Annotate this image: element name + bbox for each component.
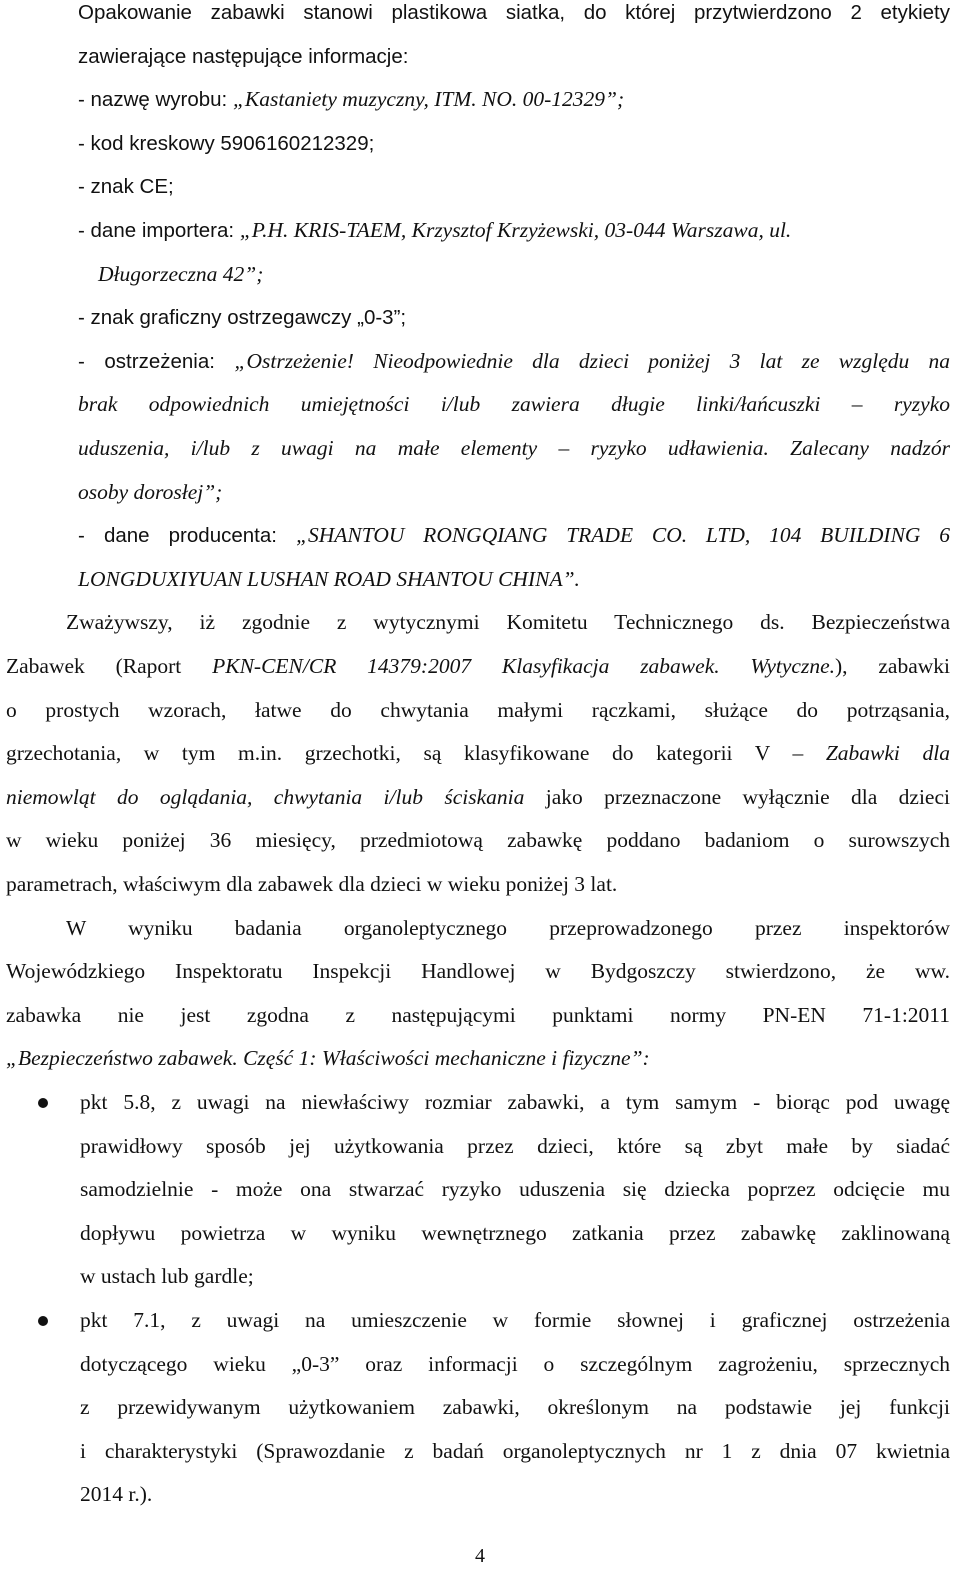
- text-line: [78, 514, 950, 557]
- text-segment: Zabawek (Raport: [6, 654, 213, 678]
- italic-text: LONGDUXIYUAN LUSHAN ROAD SHANTOU CHINA”.: [78, 566, 580, 591]
- text-segment: - ostrzeżenia:: [78, 349, 235, 373]
- italic-text: Zabawki dla: [825, 741, 950, 766]
- text-line: [6, 776, 950, 819]
- text-line: [78, 296, 960, 339]
- text-line: [6, 732, 950, 775]
- text-line: [80, 1125, 950, 1168]
- text-line: [80, 1168, 950, 1211]
- text-line: [80, 1343, 950, 1386]
- text-segment: - dane importera:: [78, 219, 240, 242]
- text-segment: Opakowanie zabawki stanowi plastikowa siatka, do której przytwierdzono 2 etykiety: [78, 1, 950, 24]
- italic-text: brak odpowiednich umiejętności i/lub zawiera długie linki/łańcuszki – ryzyko: [78, 392, 950, 417]
- text-segment: zawierające następujące informacje:: [78, 44, 409, 68]
- text-line: [80, 1430, 950, 1473]
- text-segment: - znak CE;: [78, 175, 174, 199]
- text-segment: - dane producenta:: [78, 524, 297, 548]
- text-line: [78, 35, 960, 78]
- text-line: [6, 645, 950, 688]
- text-line: [80, 1255, 960, 1298]
- text-line: [80, 1212, 950, 1255]
- text-segment: - znak graficzny ostrzegawczy „0-3”;: [78, 306, 407, 330]
- text-line: [80, 1386, 950, 1429]
- text-segment: Zważywszy, iż zgodnie z wytycznymi Komitetu Technicznego ds. Bezpieczeństwa: [66, 610, 950, 635]
- text-segment: grzechotania, w tym m.in. grzechotki, są klasyfikowane do kategorii V –: [6, 741, 826, 766]
- text-segment: samodzielnie - może ona stwarzać ryzyko uduszenia się dziecka poprzez odcięcie mu: [80, 1177, 950, 1202]
- italic-text: „Ostrzeżenie! Nieodpowiednie dla dzieci poniżej 3 lat ze względu na: [234, 348, 950, 373]
- text-segment: pkt 7.1, z uwagi na umieszczenie w formie słownej i graficznej ostrzeżenia: [80, 1308, 950, 1332]
- text-line: [78, 122, 960, 165]
- bullet-icon: [38, 1098, 48, 1108]
- text-segment: o prostych wzorach, łatwe do chwytania małymi rączkami, służące do potrząsania,: [6, 697, 950, 722]
- text-line: [66, 601, 950, 644]
- text-segment: zabawka nie jest zgodna z następującymi punktami normy PN-EN 71-1:2011: [6, 1002, 950, 1027]
- italic-text: Długorzeczna 42”;: [98, 261, 264, 286]
- text-segment: ), zabawki: [835, 654, 950, 678]
- italic-text: osoby dorosłej”;: [78, 479, 223, 504]
- text-line: [6, 994, 950, 1037]
- italic-text: „Bezpieczeństwo zabawek. Część 1: Właściwości mechaniczne i fizyczne”:: [6, 1046, 650, 1071]
- text-segment: prawidłowy sposób jej użytkowania przez dzieci, które są zbyt małe by siadać: [80, 1133, 950, 1158]
- text-line: [78, 78, 960, 121]
- page-number: 4: [475, 1545, 485, 1567]
- text-segment: Wojewódzkiego Inspektoratu Inspekcji Handlowej w Bydgoszczy stwierdzono, że ww.: [6, 959, 950, 984]
- text-line: [6, 689, 950, 732]
- text-line: [78, 340, 950, 383]
- text-segment: - kod kreskowy 5906160212329;: [78, 131, 375, 155]
- text-line: [80, 1299, 950, 1342]
- text-segment: i charakterystyki (Sprawozdanie z badań organoleptycznych nr 1 z dnia 07 kwietnia: [80, 1438, 950, 1463]
- italic-text: PKN-CEN/CR 14379:2007 Klasyfikacja zabawek. Wytyczne.: [212, 654, 835, 678]
- text-segment: jako przeznaczone wyłącznie dla dzieci: [524, 784, 950, 809]
- text-line: [78, 209, 960, 252]
- text-segment: dopływu powietrza w wyniku wewnętrznego zatkania przez zabawkę zaklinowaną: [80, 1220, 950, 1245]
- text-line: [78, 0, 950, 34]
- text-segment: W wyniku badania organoleptycznego przeprowadzonego przez inspektorów: [66, 915, 950, 940]
- text-segment: z przewidywanym użytkowaniem zabawki, określonym na podstawie jej funkcji: [80, 1395, 950, 1420]
- text-line: [78, 471, 960, 514]
- text-line: [6, 819, 950, 862]
- text-line: [66, 907, 950, 950]
- text-segment: dotyczącego wieku „0-3” oraz informacji o szczególnym zagrożeniu, sprzecznych: [80, 1351, 950, 1376]
- italic-text: niemowląt do oglądania, chwytania i/lub ściskania: [6, 784, 525, 809]
- text-line: [78, 427, 950, 470]
- italic-text: „SHANTOU RONGQIANG TRADE CO. LTD, 104 BUILDING 6: [296, 523, 951, 548]
- text-line: [78, 165, 960, 208]
- text-segment: w wieku poniżej 36 miesięcy, przedmiotową zabawkę poddano badaniom o surowszych: [6, 828, 950, 853]
- text-line: [80, 1473, 960, 1516]
- text-line: [98, 253, 960, 296]
- text-line: [6, 1037, 960, 1080]
- bullet-icon: [38, 1316, 48, 1326]
- italic-text: uduszenia, i/lub z uwagi na małe elementy – ryzyko udławienia. Zalecany nadzór: [78, 436, 950, 460]
- italic-text: „P.H. KRIS-TAEM, Krzysztof Krzyżewski, 03-044 Warszawa, ul.: [239, 218, 792, 242]
- text-line: [80, 1081, 950, 1124]
- italic-text: „Kastaniety muzyczny, ITM. NO. 00-12329”;: [232, 87, 625, 112]
- text-line: [6, 863, 960, 906]
- text-segment: parametrach, właściwym dla zabawek dla dzieci w wieku poniżej 3 lat.: [6, 872, 618, 896]
- text-segment: 2014 r.).: [80, 1482, 153, 1507]
- text-line: [78, 383, 950, 426]
- text-segment: w ustach lub gardle;: [80, 1264, 254, 1289]
- text-segment: - nazwę wyrobu:: [78, 88, 233, 112]
- text-segment: pkt 5.8, z uwagi na niewłaściwy rozmiar zabawki, a tym samym - biorąc pod uwagę: [80, 1090, 950, 1114]
- text-line: [6, 950, 950, 993]
- text-line: [78, 558, 960, 601]
